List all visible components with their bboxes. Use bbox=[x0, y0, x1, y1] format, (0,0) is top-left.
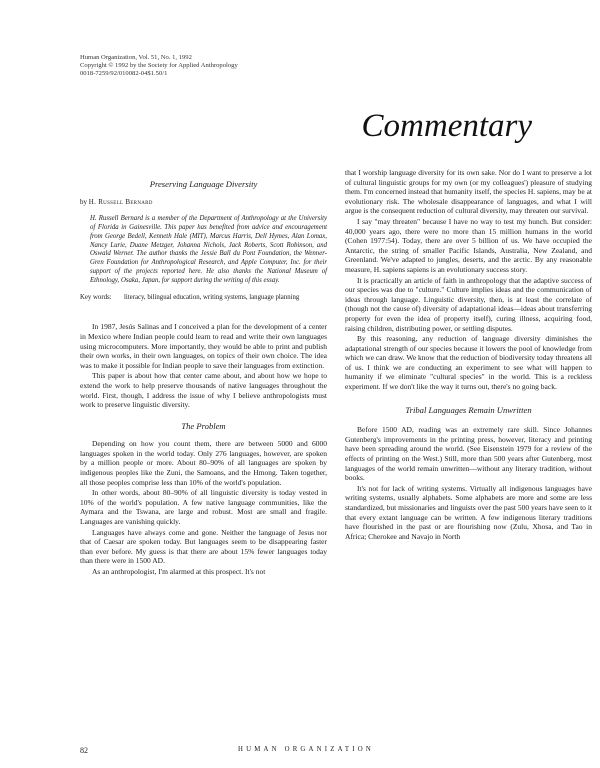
author-bio: H. Russell Bernard is a member of the Department of Anthropology at the University of Florida in Gainesville. This paper has benefited from advice and encouragement from George Bedell, Kenneth Hale (MIT), Marcus Harris, Dell Hymes, Alan Lomax, Nancy Lurie, Duane Metzger, Johanna Nichols, Jack Roberts, Scott Robinson, and Oswald Werner. The author thanks the Jessie Ball du Pont Foundation, the Wenner-Gren Foundation for Anthropological Research, and Apple Computer, Inc. for their support of the projects reported here. He also thanks the National Museum of Ethnology, Osaka, Japan, for support during the writing of this essay. bbox=[90, 215, 327, 284]
author-prefix: by bbox=[80, 197, 87, 206]
pubinfo-line-3: 0018-7259/92/010082-04$1.50/1 bbox=[80, 70, 168, 77]
left-column bbox=[80, 168, 327, 578]
paragraph: It's not for lack of writing systems. Virtually all indigenous languages have writing systems, usually alphabets. Some alphabets are more and some are less standardized, but missionaries and linguists over the past 500 years have seen to it that every extant language can be written. A few indigenous literary traditions have flourished in the past or are flourishing now (Zulu, Xhosa, and Tao in Africa; Cherokee and Navajo in North bbox=[345, 483, 592, 541]
paragraph: Languages have always come and gone. Neither the language of Jesus nor that of Caesar are spoken today. But languages seem to be disappearing faster than ever before. My guess is that there are about 15% fewer languages today than there were in 1500 AD. bbox=[80, 527, 327, 566]
section-title: Commentary bbox=[361, 108, 532, 144]
publication-info bbox=[80, 54, 340, 78]
journal-name: HUMAN ORGANIZATION bbox=[238, 746, 374, 753]
page-number: 82 bbox=[80, 746, 88, 755]
paragraph: By this reasoning, any reduction of language diversity diminishes the adaptational strength of our species because it lowers the pool of knowledge from which we can draw. We know that the reduction of biodiversity today threatens all of us. I think we are conducting an experiment to see what will happen to humanity if we eliminate "cultural species" in the world. This is a reckless experiment. If we don't like the way it turns out, there's no going back. bbox=[345, 334, 592, 392]
pubinfo-line-1: Human Organization, Vol. 51, No. 1, 1992 bbox=[80, 54, 192, 61]
paragraph: In 1987, Jesús Salinas and I conceived a plan for the development of a center in Mexico where Indian people could learn to read and write their own languages using microcomputers. More importantly, they would be able to print and publish their own works, in their own languages, on topics of their own choice. The idea was to make it possible for Indian people to save their languages from extinction. bbox=[80, 322, 327, 370]
paragraph: I say "may threaten" because I have no way to test my hunch. But consider: 40,000 years ago, there were no more than 15 million humans in the world (Cohen 1977:54). Today, there are over 5 billion of us. We have occupied the Antarctic, the string of smaller Pacific Islands, Australia, New Zealand, and Greenland. We've adapted to jungles, deserts, and the arctic. By any reasonable measure, H. sapiens sapiens is an evolutionary success story. bbox=[345, 216, 592, 274]
paragraph: In other words, about 80–90% of all linguistic diversity is today vested in 10% of the world's population. A few native language communities, like the Aymara and the Tswana, are large and robust. Most are small and fragile. Languages are vanishing quickly. bbox=[80, 488, 327, 527]
paragraph: It is practically an article of faith in anthropology that the adaptive success of our species was due to "culture." Culture implies ideas and the communication of ideas through language. Linguistic diversity, then, is at least the correlate of (though not the cause of) diversity of adaptational ideas—ideas about transferring property for even the idea of property itself), curing illness, acquiring food, raising children, distributing power, or settling disputes. bbox=[345, 275, 592, 333]
paragraph: Depending on how you count them, there are between 5000 and 6000 languages spoken in the world today. Only 276 languages, however, are spoken by a million people or more. About 80–90% of all languages are spoken by indigenous peoples like the Zuni, the Samoans, and the Hmong. Taken together, all those peoples comprise less than 10% of the world's population. bbox=[80, 439, 327, 487]
right-column bbox=[345, 168, 592, 542]
paragraph: Before 1500 AD, reading was an extremely rare skill. Since Johannes Gutenberg's improvements in the printing press, however, literacy and printing have been spreading around the world. (See Eisenstein 1979 for a review of the effects of printing on the West.) Still, more than 500 years after Gutenberg, most languages of the world remain unwritten—without any literary tradition, without books. bbox=[345, 425, 592, 483]
paragraph: As an anthropologist, I'm alarmed at this prospect. It's not bbox=[92, 567, 266, 577]
paragraph: This paper is about how that center came about, and about how we hope to extend the work to help preserve thousands of native languages throughout the world. First, though, I address the issue of why I believe anthropologists must work to preserve linguistic diversity. bbox=[80, 371, 327, 410]
pubinfo-line-2: Copyright © 1992 by the Society for Applied Anthropology bbox=[80, 62, 238, 69]
keywords-value: literacy, bilingual education, writing systems, language planning bbox=[124, 293, 300, 301]
keywords-label: Key words: bbox=[80, 293, 112, 301]
keywords bbox=[80, 294, 327, 303]
paragraph: that I worship language diversity for its own sake. Nor do I want to preserve a lot of cultural linguistic groups for my own (or my colleagues') pleasure of studying them. I'm concerned instead that humanity itself, the species H. sapiens, may be at evolutionary risk. The wholesale disappearance of languages, and what I will argue is the consequent reduction of cultural diversity, may threaten our survival. bbox=[345, 168, 592, 216]
page-footer bbox=[80, 746, 532, 758]
author-line bbox=[80, 198, 327, 208]
section-heading-problem: The Problem bbox=[181, 420, 226, 431]
article-title: Preserving Language Diversity bbox=[149, 179, 258, 189]
author-name: H. Russell Bernard bbox=[88, 197, 153, 206]
section-heading-tribal: Tribal Languages Remain Unwritten bbox=[405, 404, 532, 415]
